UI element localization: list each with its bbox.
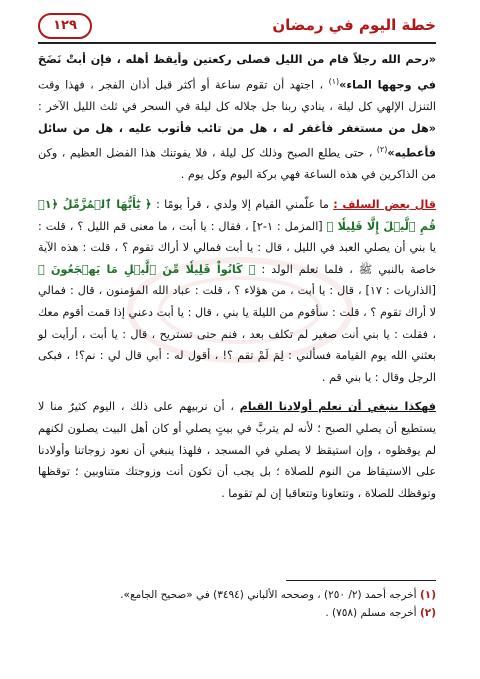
footnote-number: (١) (419, 589, 436, 601)
page-number-badge: ١٢٩ (38, 13, 92, 39)
page-header (38, 10, 436, 42)
section-label: قال بعض السلف : (333, 198, 437, 212)
hadith-quote-1: «رحم الله رجلاً قام من الليل فصلى ركعتين وأيقظ أهله ، فإن أبتْ نَضَحَ في وجهها الماء» (38, 53, 437, 92)
footnote-ref-1: (١) (328, 76, 340, 86)
paragraph-gap (38, 186, 436, 194)
footnote-number: (٢) (419, 607, 436, 619)
paragraph-1-end: ، حتى يطلع الصبح وذلك كل ليلة ، فلا يفوتنك هذا الفضل العظيم ، وكن من الذاكرين في هذه الساعة فهي بركة اليوم وكل يوم . (38, 146, 436, 182)
paragraph-2 (38, 194, 436, 388)
paragraph-1 (38, 49, 436, 186)
paragraph-gap (38, 388, 436, 396)
footnote-ref-2: (٢) (376, 145, 388, 155)
footnote-text: أخرجه مسلم (٧٥٨) . (325, 607, 417, 619)
footnote-1 (38, 586, 436, 604)
quran-verse-1: ﴿ يَٰٓأَيُّهَا ٱلۡمُزَّمِّلُ ﴿١﴾ قُمِ ٱلَّيۡلَ إِلَّا قَلِيلٗا ﴾ (38, 198, 436, 233)
header-divider (38, 42, 436, 44)
quran-verse-2: ﴿ كَانُواْ قَلِيلٗا مِّنَ ٱلَّيۡلِ مَا يَهۡجَعُونَ ﴾ (38, 262, 256, 276)
footnote-2 (38, 604, 436, 622)
paragraph-2-intro: ما علّمني القيام إلا ولدي ، قرأ يومًا : (156, 198, 329, 212)
footnote-divider (286, 580, 436, 581)
running-title: خطة اليوم في رمضان (272, 16, 436, 34)
main-text (38, 49, 436, 504)
paragraph-3-text: ، أن نربيهم على ذلك ، اليوم كثيرٌ منا لا يستطيع أن يصلي الصبح ؛ لأنه لم يتربَّ في بيتٍ يصلي أو كان أهل البيت يصلون لكنهم لم يوقظوه ، وإن استيقظ لا يصلي في المسجد ، فلهذا ينبغي أن نعود زوجاتنا وأولادنا على الاستيقاظ من النوم للصلاة ؛ بل يجب أن تكون أنت وزوجتك متناوبين ؛ توقظها وتوقظك للصلاة ، وتتعاونا وتتعاقبا إن لم تقوما . (38, 400, 436, 500)
paragraph-3 (38, 396, 436, 504)
footnote-text: أخرجه أحمد (٢/ ٢٥٠) ، وصححه الألباني (٣٤٩٤) في «صحيح الجامع». (120, 589, 417, 601)
paragraph-2-end: [الذاريات : ١٧] ، قال : يا أبت ، من هؤلاء ؟ ، قلت : عباد الله المؤمنون ، قال : فمالي لا أراك تقوم ؟ ، قلت : سأقوم من الليلة يا بني ، قال : يا أبت دعني إذا قمت أقوم معك ، فقلت : يا بني أنت صغير لم تكلف بعد ، فنم حتى تستريح ، قال : يا أبت ، أرأيت لو بعثني الله يوم القيامة فسألني : لِمَ لَمْ تقم ؟! ، أقول له : أبي قال لي : نم؟! ، فبكى الرجل وقال : يا بني قم . (38, 284, 436, 384)
paragraph-1-text: ، اجتهد أن تقوم ساعة أو أكثر قبل أذان الفجر ، فهذا وقت التنزل الإلهي كل ليلة ، ينادي ربنا جل جلاله كل ليلة في السحر في ثلث الليل الآخر : (38, 78, 436, 113)
paragraph-2-middle: [المزمل : ١-٢] ، فقال : يا أبت ، ما معنى قم الليل ؟ ، قلت : يا بني أن يصلي العبد في الليل ، قال : يا أبت فمالي لا أراك تقوم ؟ ، قلت : هذه الآية خاصة بالنبي ﷺ ، فلما تعلم الولد : (38, 219, 436, 276)
hadith-quote-2: «هل من مستغفر فأغفر له ، هل من تائب فأتوب عليه ، هل من سائل فأعطيه» (38, 121, 436, 160)
footnotes (38, 586, 436, 622)
paragraph-3-lead: فهكذا ينبغي أن نعلم أولادنا القيام (239, 400, 437, 414)
